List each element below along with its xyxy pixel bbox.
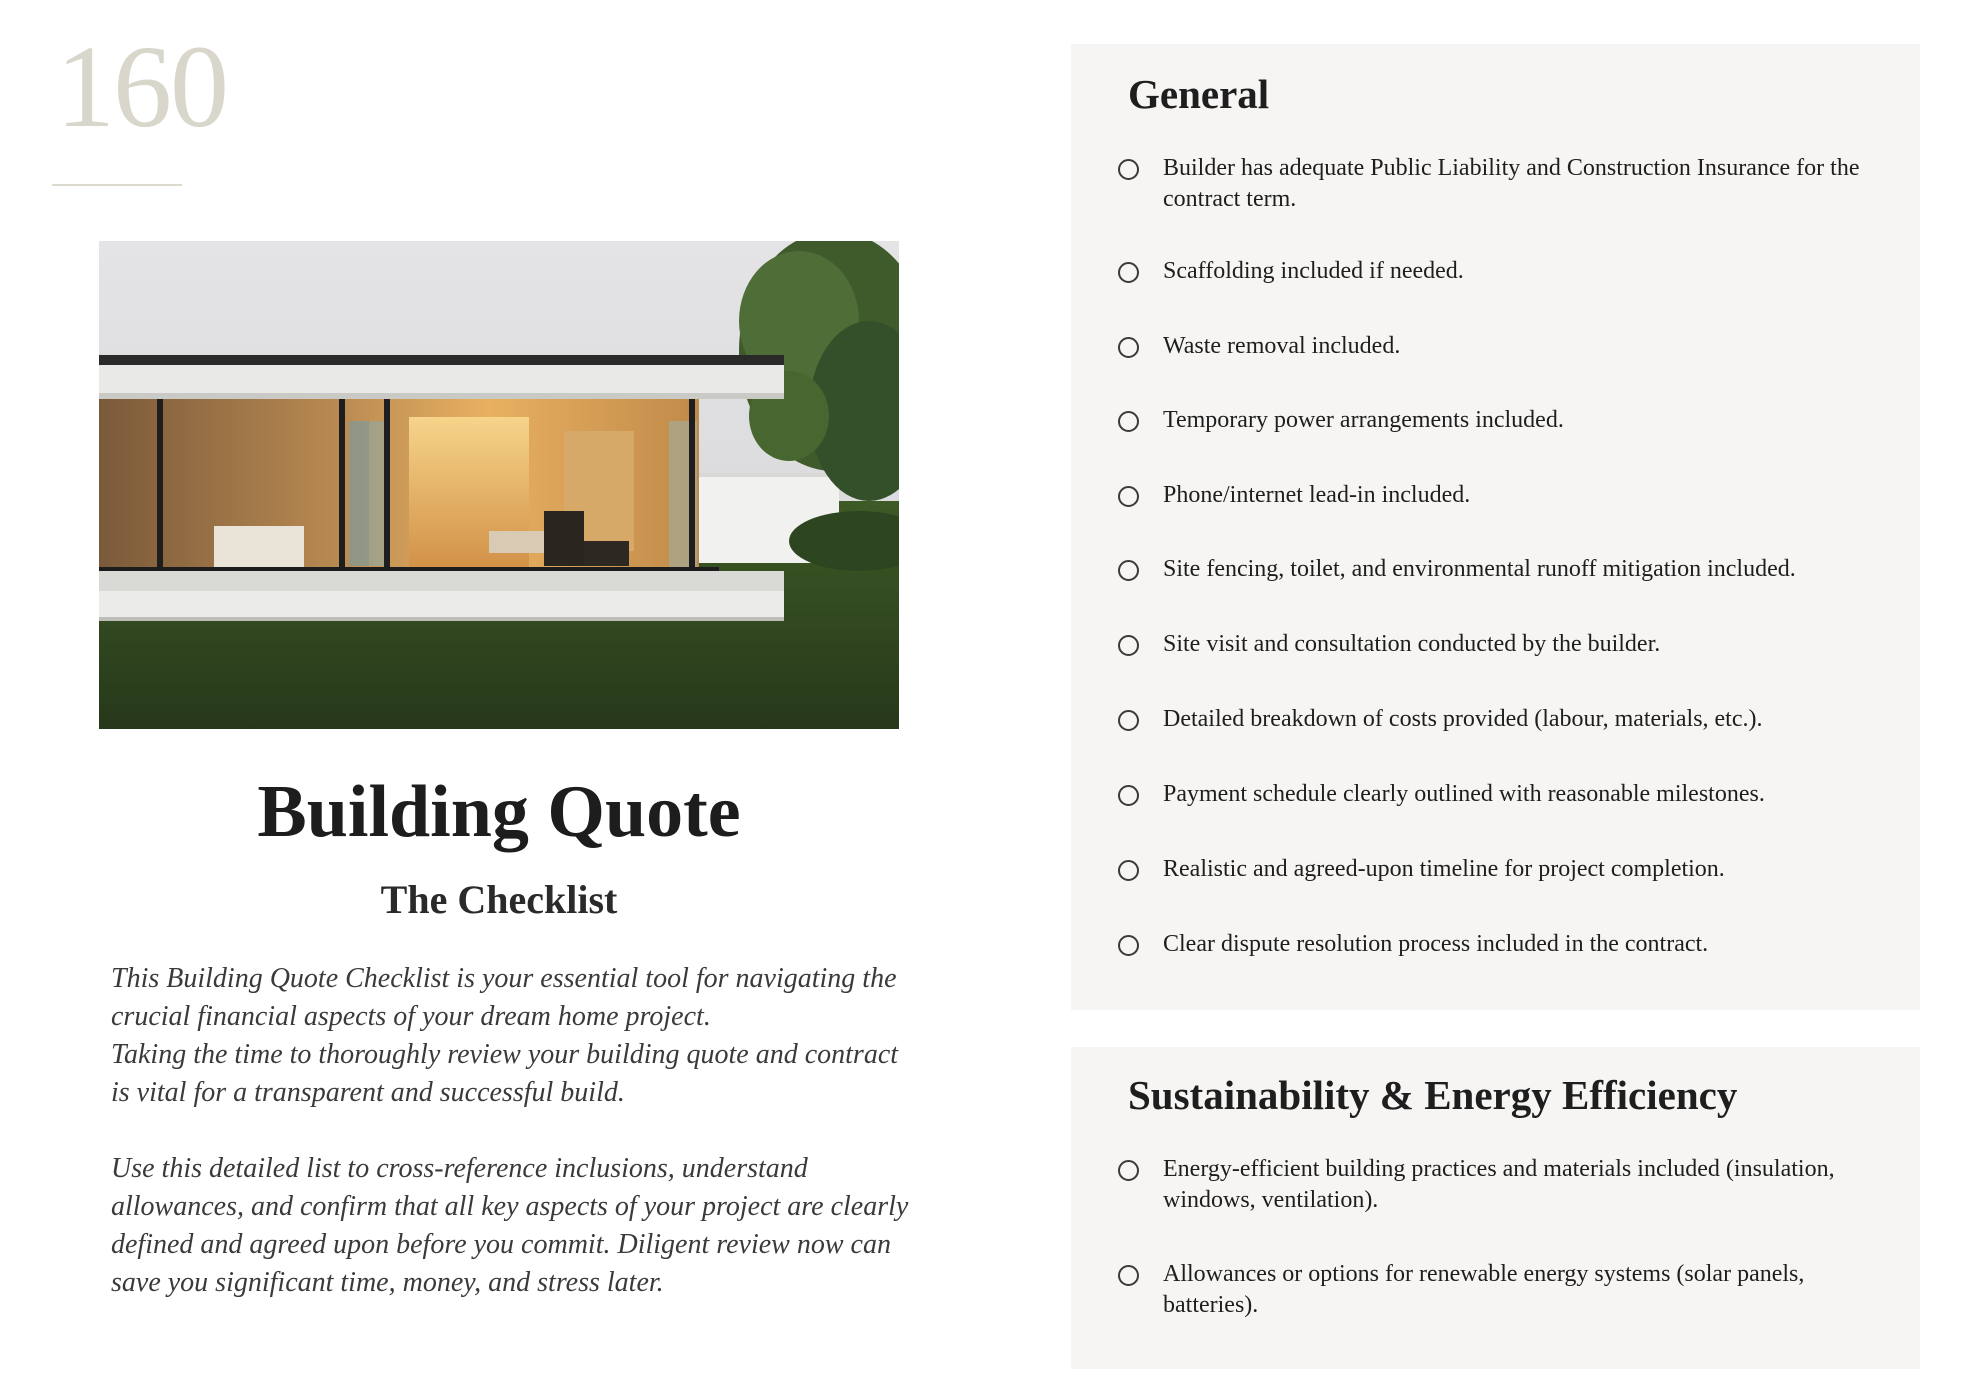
checklist-item-label: Energy-efficient building practices and materials included (insulation, windows, ventilation). [1163,1156,1835,1213]
radio-circle-icon[interactable] [1118,710,1139,731]
checklist-item[interactable] [1118,405,1898,436]
checklist-item-label: Detailed breakdown of costs provided (labour, materials, etc.). [1163,706,1763,732]
radio-circle-icon[interactable] [1118,785,1139,806]
radio-circle-icon[interactable] [1118,1265,1139,1286]
checklist-item[interactable] [1118,256,1898,287]
checklist-item[interactable] [1118,779,1898,810]
checklist-section-general [1071,44,1920,1010]
checklist-item[interactable] [1118,153,1898,215]
intro-paragraph: Taking the time to thoroughly review your building quote and contract is vital for a transparent and successful build. [111,1039,899,1108]
radio-circle-icon[interactable] [1118,411,1139,432]
intro-text [111,960,911,1302]
page-title: Building Quote [257,771,741,853]
checklist-item-label: Payment schedule clearly outlined with reasonable milestones. [1163,781,1765,807]
radio-circle-icon[interactable] [1118,1160,1139,1181]
checklist-item[interactable] [1118,331,1898,362]
radio-circle-icon[interactable] [1118,337,1139,358]
radio-circle-icon[interactable] [1118,159,1139,180]
house-photo [99,241,899,729]
intro-paragraph: This Building Quote Checklist is your essential tool for navigating the crucial financial aspects of your dream home project. [111,963,897,1032]
checklist-item-label: Site visit and consultation conducted by the builder. [1163,631,1661,657]
checklist-item-label: Builder has adequate Public Liability and Construction Insurance for the contract term. [1163,155,1860,212]
checklist-item[interactable] [1118,629,1898,660]
radio-circle-icon[interactable] [1118,635,1139,656]
checklist-item-label: Scaffolding included if needed. [1163,258,1464,284]
checklist-item[interactable] [1118,704,1898,735]
radio-circle-icon[interactable] [1118,860,1139,881]
page-number: 160 [56,21,227,152]
checklist-item-label: Realistic and agreed-upon timeline for project completion. [1163,856,1725,882]
checklist-item[interactable] [1118,1259,1898,1321]
checklist-item[interactable] [1118,480,1898,511]
radio-circle-icon[interactable] [1118,486,1139,507]
checklist-item[interactable] [1118,929,1898,960]
checklist-item-label: Clear dispute resolution process included in the contract. [1163,931,1709,957]
section-heading: Sustainability & Energy Efficiency [1128,1072,1738,1118]
page-subtitle: The Checklist [380,877,618,922]
radio-circle-icon[interactable] [1118,935,1139,956]
checklist-item[interactable] [1118,1154,1898,1216]
checklist-item-label: Allowances or options for renewable energy systems (solar panels, batteries). [1163,1261,1805,1318]
radio-circle-icon[interactable] [1118,560,1139,581]
checklist-item-label: Waste removal included. [1163,333,1401,359]
checklist-item[interactable] [1118,554,1898,585]
checklist-item-label: Phone/internet lead-in included. [1163,482,1471,508]
checklist-section-sustainability [1071,1047,1920,1369]
radio-circle-icon[interactable] [1118,262,1139,283]
page-number-divider [52,184,182,186]
intro-paragraph: Use this detailed list to cross-reference inclusions, understand allowances, and confirm that all key aspects of your project are clearly defined and agreed upon before you commit. Diligent review now can save you significant time, money, and stress later. [111,1153,909,1298]
checklist-item[interactable] [1118,854,1898,885]
checklist-item-label: Temporary power arrangements included. [1163,407,1564,433]
section-heading: General [1128,71,1270,117]
checklist-item-label: Site fencing, toilet, and environmental runoff mitigation included. [1163,556,1796,582]
